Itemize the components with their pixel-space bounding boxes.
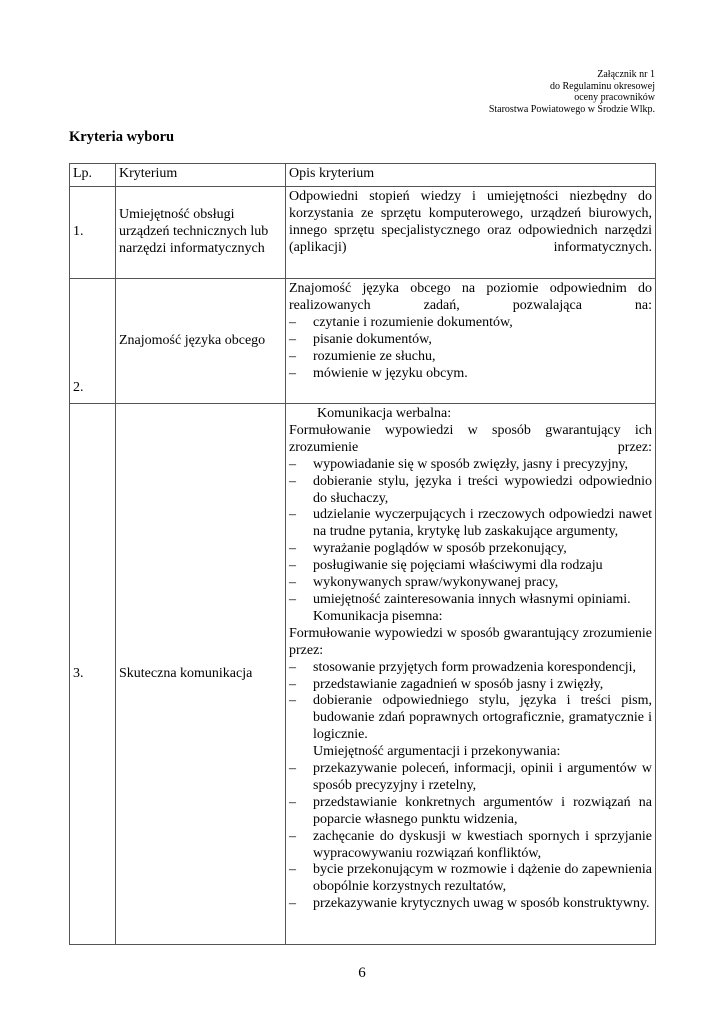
list-item: – mówienie w języku obcym. xyxy=(289,366,652,383)
document-title: Kryteria wyboru xyxy=(69,129,175,145)
list-item: – dobieranie stylu, języka i treści wypowiedzi odpowiednio do słuchaczy, xyxy=(289,474,652,508)
verbal-list xyxy=(289,457,652,609)
row-3-criterion: Skuteczna komunikacja xyxy=(116,404,286,945)
list-item: – przedstawianie konkretnych argumentów i rozwiązań na poparcie własnego punktu widzenia, xyxy=(289,795,652,829)
row-1-criterion: Umiejętność obsługi urządzeń technicznych lub narzędzi informatycznych xyxy=(116,187,286,279)
header-description: Opis kryterium xyxy=(286,164,656,187)
row-3-lp: 3. xyxy=(70,404,116,945)
list-item: – przekazywanie poleceń, informacji, opinii i argumentów w sposób precyzyjny i rzetelny, xyxy=(289,761,652,795)
list-item: – czytanie i rozumienie dokumentów, xyxy=(289,315,652,332)
list-item: – wykonywanych spraw/wykonywanej pracy, xyxy=(289,575,652,592)
written-heading: Komunikacja pisemna: xyxy=(313,608,443,624)
list-item: – umiejętność zainteresowania innych własnymi opiniami. xyxy=(289,592,652,609)
list-item: – przekazywanie krytycznych uwag w sposób konstruktywny. xyxy=(289,896,652,913)
list-item: – wypowiadanie się w sposób zwięzły, jasny i precyzyjny, xyxy=(289,457,652,474)
table-row xyxy=(70,187,656,279)
table-row xyxy=(70,404,656,945)
table-header-row xyxy=(70,164,656,187)
verbal-heading: Komunikacja werbalna: xyxy=(317,406,452,421)
verbal-intro: Formułowanie wypowiedzi w sposób gwarantujący ich zrozumienie przez: xyxy=(289,422,652,455)
list-item: – zachęcanie do dyskusji w kwestiach spornych i sprzyjanie wypracowywaniu rozwiązań konfliktów, xyxy=(289,829,652,863)
list-item: – dobieranie odpowiedniego stylu, języka i treści pism, budowanie zdań poprawnych ortograficznie, gramatycznie i logicznie. xyxy=(289,693,652,744)
header-criterion: Kryterium xyxy=(116,164,286,187)
annex-note xyxy=(489,69,655,115)
argumentation-list xyxy=(289,761,652,913)
row-2-lp: 2. xyxy=(70,279,116,404)
written-list xyxy=(289,660,652,745)
page-number: 6 xyxy=(358,965,366,981)
argumentation-heading: Umiejętność argumentacji i przekonywania: xyxy=(313,744,561,760)
header-lp: Lp. xyxy=(70,164,116,187)
list-item: – rozumienie ze słuchu, xyxy=(289,349,652,366)
row-2-criterion: Znajomość języka obcego xyxy=(116,279,286,404)
list-item: – pisanie dokumentów, xyxy=(289,332,652,349)
row-2-list xyxy=(289,315,652,383)
written-intro: Formułowanie wypowiedzi w sposób gwarantujący zrozumienie przez: xyxy=(289,625,652,658)
row-1-description: Odpowiedni stopień wiedzy i umiejętności niezbędny do korzystania ze sprzętu komputerowego, urządzeń biurowych, innego sprzętu specjalistycznego oraz odpowiednich narzędzi (aplikacji) informatycznych. xyxy=(286,187,656,279)
row-2-intro: Znajomość języka obcego na poziomie odpowiednim do realizowanych zadań, pozwalająca na: xyxy=(289,281,652,313)
table-row xyxy=(70,279,656,404)
annex-line-4: Starostwa Powiatowego w Środzie Wlkp. xyxy=(488,103,655,115)
list-item: – stosowanie przyjętych form prowadzenia korespondencji, xyxy=(289,660,652,677)
row-3-description xyxy=(286,404,656,945)
annex-line-3: oceny pracowników xyxy=(574,92,655,103)
criteria-table xyxy=(69,163,656,945)
row-2-description xyxy=(286,279,656,404)
list-item: – przedstawianie zagadnień w sposób jasny i zwięzły, xyxy=(289,677,652,694)
row-1-lp: 1. xyxy=(70,187,116,279)
list-item: – wyrażanie poglądów w sposób przekonujący, xyxy=(289,541,652,558)
annex-line-1: Załącznik nr 1 xyxy=(597,69,655,80)
list-item: – udzielanie wyczerpujących i rzeczowych odpowiedzi nawet na trudne pytania, krytykę lub zaskakujące argumenty, xyxy=(289,507,652,541)
list-item: – bycie przekonującym w rozmowie i dążenie do zapewnienia obopólnie korzystnych rezultatów, xyxy=(289,862,652,896)
annex-line-2: do Regulaminu okresowej xyxy=(550,80,655,92)
list-item: – posługiwanie się pojęciami właściwymi dla rodzaju xyxy=(289,558,652,575)
